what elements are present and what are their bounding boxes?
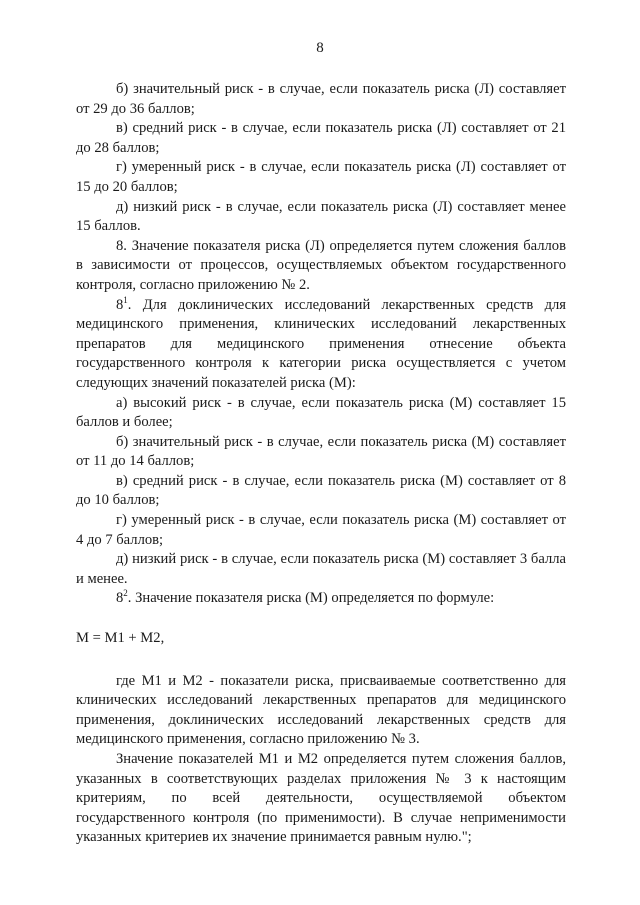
- paragraph-risk-low-m: д) низкий риск - в случае, если показатель риска (М) составляет 3 балла и менее.: [76, 551, 566, 587]
- paragraph-clause-8-1: [76, 296, 566, 394]
- paragraph-m1-m2-value: Значение показателей М1 и М2 определяется путем сложения баллов, указанных в соответствующих разделах приложения № 3 к настоящим критериям, по всей деятельности, осуществляемой объектом государственного контроля (по применимости). В случае неприменимости указанных критериев их значение принимается равным нулю.";: [76, 751, 566, 846]
- paragraph-risk-moderate-l: г) умеренный риск - в случае, если показатель риска (Л) составляет от 15 до 20 баллов;: [76, 159, 566, 195]
- clause-text: . Для доклинических исследований лекарственных средств для медицинского применения, клинических исследований лекарственных препаратов для медицинского применения отнесение объекта государственного контроля к категории риска осуществляется с учетом следующих значений показателей риска (М):: [76, 296, 566, 391]
- clause-number: 8: [116, 590, 124, 607]
- paragraph-risk-moderate-m: г) умеренный риск - в случае, если показатель риска (М) составляет от 4 до 7 баллов;: [76, 512, 566, 548]
- paragraph-risk-significant-m: б) значительный риск - в случае, если показатель риска (М) составляет от 11 до 14 баллов;: [76, 433, 566, 470]
- paragraph-clause-8-2: [76, 589, 566, 609]
- clause-superscript: 2: [123, 588, 128, 599]
- paragraph-risk-high-m: а) высокий риск - в случае, если показатель риска (М) составляет 15 баллов и более;: [76, 394, 566, 431]
- formula: М = М1 + М2,: [76, 630, 165, 647]
- page-number: 8: [316, 40, 324, 56]
- paragraph-risk-low-l: д) низкий риск - в случае, если показатель риска (Л) составляет менее 15 баллов.: [76, 198, 566, 235]
- clause-text: . Значение показателя риска (М) определяется по формуле:: [127, 590, 495, 607]
- paragraph-clause-8: 8. Значение показателя риска (Л) определяется путем сложения баллов в зависимости от процессов, осуществляемых объектом государственного контроля, согласно приложению № 2.: [76, 237, 566, 293]
- clause-number: 8: [116, 296, 124, 313]
- paragraph-risk-significant-l: б) значительный риск - в случае, если показатель риска (Л) составляет от 29 до 36 баллов;: [76, 81, 566, 117]
- paragraph-risk-medium-l: в) средний риск - в случае, если показатель риска (Л) составляет от 21 до 28 баллов;: [76, 120, 566, 156]
- document-body: [76, 80, 566, 848]
- clause-superscript: 1: [123, 294, 128, 305]
- paragraph-risk-medium-m: в) средний риск - в случае, если показатель риска (М) составляет от 8 до 10 баллов;: [76, 472, 566, 509]
- paragraph-formula-explanation: где М1 и М2 - показатели риска, присваиваемые соответственно для клинических исследований лекарственных препаратов для медицинского применения, доклинических исследований лекарственных средств для медицинского применения, согласно приложению № 3.: [76, 672, 566, 748]
